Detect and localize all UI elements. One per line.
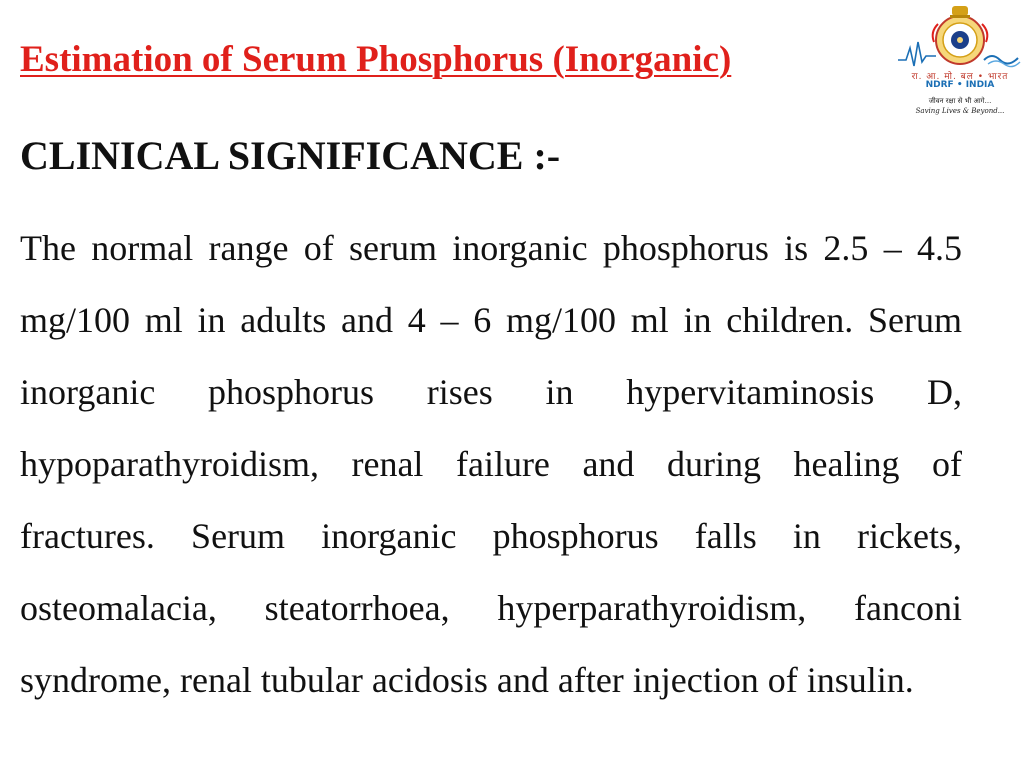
ndrf-emblem-icon xyxy=(896,2,1024,68)
ndrf-logo xyxy=(896,2,1024,120)
body-paragraph: The normal range of serum inorganic phosphorus is 2.5 – 4.5 mg/100 ml in adults and 4 – 6 mg/100 ml in children. Serum inorganic phosphorus rises in hypervitaminosis D, hypoparathyroidism, renal failure and during healing of fractures. Serum inorganic phosphorus falls in rickets, osteomalacia, steatorrhoea, hyperparathyroidism, fanconi syndrome, renal tubular acidosis and after injection of insulin. xyxy=(20,228,962,700)
logo-org-name: NDRF • INDIA xyxy=(925,80,995,90)
logo-tagline-hindi: जीवन रक्षा से भी आगे... xyxy=(928,97,992,105)
slide-title: Estimation of Serum Phosphorus (Inorganic) xyxy=(20,39,732,80)
logo-tagline-english: Saving Lives & Beyond... xyxy=(915,107,1005,115)
section-heading: CLINICAL SIGNIFICANCE :- xyxy=(20,133,561,178)
logo-hindi-name: रा. आ. मो. बल • भारत xyxy=(911,72,1009,82)
